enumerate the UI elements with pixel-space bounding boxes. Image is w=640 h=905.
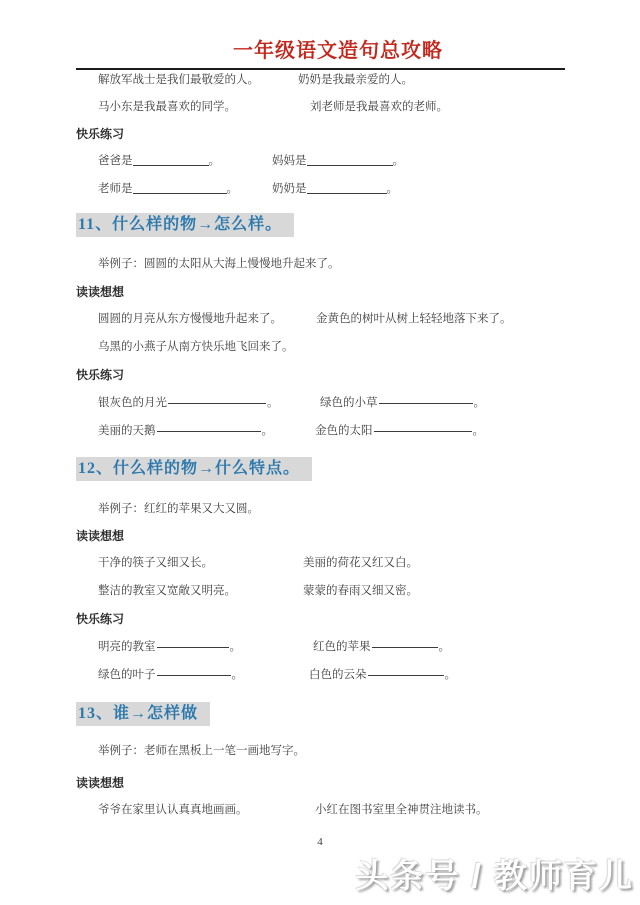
sentence-left: 解放军战士是我们最敬爱的人。 xyxy=(98,74,259,86)
sentence-left: 圆圆的月亮从东方慢慢地升起来了。 xyxy=(98,313,282,325)
fill-right: 白色的云朵 。 xyxy=(309,669,456,681)
sentence-left: 爷爷在家里认认真真地画画。 xyxy=(98,804,248,816)
blank-line xyxy=(372,647,438,649)
fill-row xyxy=(98,640,600,654)
read-row xyxy=(98,100,600,114)
example-row xyxy=(98,744,600,758)
fill-left: 明亮的教室 。 xyxy=(98,641,241,653)
blank-line xyxy=(379,403,473,405)
practice-label: 快乐练习 xyxy=(76,368,125,382)
sentence-left: 乌黑的小燕子从南方快乐地飞回来了。 xyxy=(98,341,294,353)
section-12 xyxy=(76,457,600,481)
sentence-left: 马小东是我最喜欢的同学。 xyxy=(98,101,236,113)
blank-line xyxy=(307,193,387,194)
section-12-heading: 12、什么样的物→什么特点。 xyxy=(76,457,312,481)
sentence-right: 刘老师是我最喜欢的老师。 xyxy=(310,101,448,113)
page-number: 4 xyxy=(317,836,323,848)
read-row xyxy=(98,556,600,570)
example-sentence: 举例子：老师在黑板上一笔一画地写字。 xyxy=(98,745,305,757)
fill-left: 银灰色的月光 。 xyxy=(98,397,279,409)
read-think-label: 读读想想 xyxy=(76,285,125,299)
blank-line xyxy=(307,165,393,166)
blank-line xyxy=(168,403,266,405)
fill-left: 爸爸是 。 xyxy=(98,155,220,167)
fill-right: 妈妈是 。 xyxy=(272,155,404,167)
example-sentence: 举例子：圆圆的太阳从大海上慢慢地升起来了。 xyxy=(98,258,340,270)
fill-right: 奶奶是 。 xyxy=(272,183,398,195)
section-11-heading: 11、什么样的物→怎么样。 xyxy=(76,213,294,237)
fill-left: 美丽的天鹅 。 xyxy=(98,425,273,437)
blank-line xyxy=(157,647,229,649)
sentence-left: 整洁的教室又宽敞又明亮。 xyxy=(98,585,236,597)
fill-right: 绿色的小草 。 xyxy=(320,397,485,409)
practice-label: 快乐练习 xyxy=(76,612,125,626)
example-row xyxy=(98,257,600,271)
fill-row xyxy=(98,396,600,410)
read-row xyxy=(98,584,600,598)
read-think-label: 读读想想 xyxy=(76,529,125,543)
section-13 xyxy=(76,702,600,726)
blank-line xyxy=(368,675,444,677)
page-content xyxy=(0,38,640,817)
blank-line xyxy=(133,165,209,166)
fill-left: 绿色的叶子 。 xyxy=(98,669,243,681)
watermark-toutiao: 头条号 / 教师育儿 xyxy=(355,857,634,894)
title-divider xyxy=(76,68,565,70)
sentence-right: 奶奶是我最亲爱的人。 xyxy=(298,74,413,86)
sentence-right: 蒙蒙的春雨又细又密。 xyxy=(303,585,418,597)
fill-row xyxy=(98,154,600,168)
read-think-label: 读读想想 xyxy=(76,776,125,790)
section-11 xyxy=(76,213,600,237)
read-row xyxy=(98,340,600,354)
read-row xyxy=(98,803,600,817)
read-row xyxy=(98,312,600,326)
sentence-right: 金黄色的树叶从树上轻轻地落下来了。 xyxy=(316,313,512,325)
fill-right: 红色的苹果 。 xyxy=(313,641,450,653)
blank-line xyxy=(374,431,472,433)
example-sentence: 举例子：红红的苹果又大又圆。 xyxy=(98,503,259,515)
fill-left: 老师是 。 xyxy=(98,183,238,195)
fill-row xyxy=(98,668,600,682)
blank-line xyxy=(133,193,227,194)
section-13-heading: 13、谁→怎样做 xyxy=(76,702,210,726)
sentence-right: 小红在图书室里全神贯注地读书。 xyxy=(315,804,488,816)
sentence-left: 干净的筷子又细又长。 xyxy=(98,557,213,569)
blank-line xyxy=(157,675,231,677)
example-row xyxy=(98,502,600,516)
page-title: 一年级语文造句总攻略 xyxy=(233,40,443,62)
sentence-right: 美丽的荷花又红又白。 xyxy=(303,557,418,569)
read-row xyxy=(98,73,600,87)
practice-label: 快乐练习 xyxy=(76,127,125,141)
fill-row xyxy=(98,424,600,438)
fill-right: 金色的太阳 。 xyxy=(315,425,484,437)
blank-line xyxy=(157,431,261,433)
fill-row xyxy=(98,182,600,196)
